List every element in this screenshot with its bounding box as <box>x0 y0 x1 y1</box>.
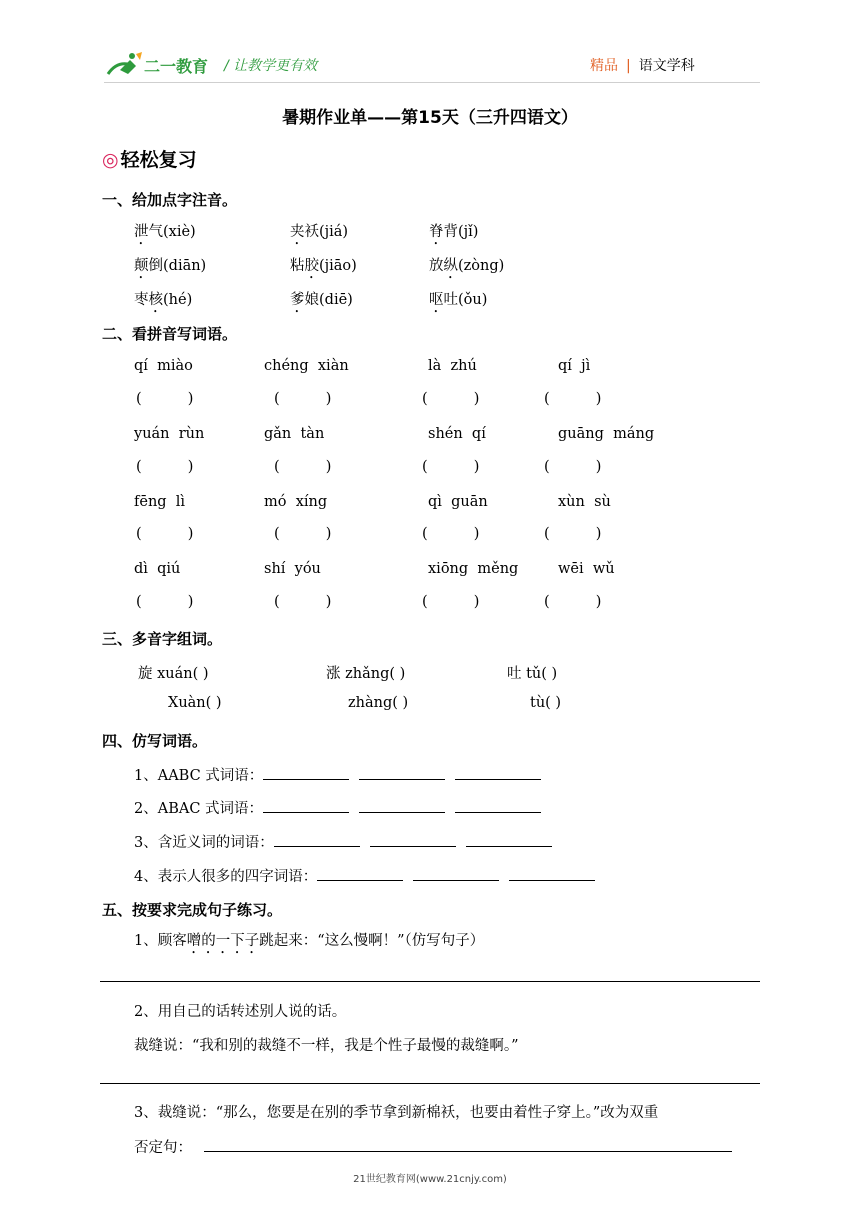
q1-item-post: 袄(jiá) <box>304 224 349 240</box>
q5-s1-dotted: 噌的一下子 <box>186 933 260 949</box>
q1-item-dotted: 泄 <box>134 224 149 240</box>
q1-item-dotted: 夹 <box>290 224 305 240</box>
q3-item-xuan: 旋 xuán( ) <box>138 666 209 682</box>
q2-answer-bracket[interactable]: ( ) <box>544 594 602 610</box>
q2-pinyin: shén qí <box>428 426 486 442</box>
q1-item-post: 倒(diān) <box>148 258 207 274</box>
section-title-text: 轻松复习 <box>120 149 197 171</box>
q1-item-post: 背(jǐ) <box>443 224 479 240</box>
q1-item <box>429 288 487 316</box>
q2-answer-bracket[interactable]: ( ) <box>136 391 194 407</box>
header-separator: | <box>626 58 631 74</box>
q1-item-post: 气(xiè) <box>148 224 196 240</box>
q1-item-pre: 放 <box>429 258 444 274</box>
q1-item <box>429 254 504 282</box>
answer-blank[interactable] <box>359 765 445 780</box>
q2-answer-bracket[interactable]: ( ) <box>422 526 480 542</box>
q3-item-zhang: 涨 zhǎng( ) <box>326 666 406 682</box>
q1-item-post: 娘(diē) <box>304 292 353 308</box>
q2-answer-bracket[interactable]: ( ) <box>136 459 194 475</box>
q2-answer-bracket[interactable]: ( ) <box>544 459 602 475</box>
premium-label: 精品 <box>590 58 618 74</box>
q2-answer-bracket[interactable]: ( ) <box>422 391 480 407</box>
answer-blank[interactable] <box>413 866 499 881</box>
q4-item-label: 2、ABAC 式词语： <box>134 801 264 817</box>
q2-pinyin: là zhú <box>428 358 477 374</box>
header-subject <box>590 55 695 75</box>
q1-item-post: (hé) <box>163 292 193 308</box>
q2-pinyin: mó xíng <box>264 494 328 510</box>
q2-pinyin: xiōng měng <box>428 561 519 577</box>
q4-item-4 <box>134 865 605 886</box>
q5-sentence-1 <box>134 929 484 957</box>
q2-pinyin: yuán rùn <box>134 426 205 442</box>
q2-pinyin: fēng lì <box>134 494 186 510</box>
q2-pinyin: dì qiú <box>134 561 181 577</box>
footer: 21世纪教育网(www.21cnjy.com) <box>353 1174 507 1185</box>
answer-line[interactable] <box>204 1151 732 1152</box>
q2-answer-bracket[interactable]: ( ) <box>136 526 194 542</box>
q5-sentence-2-prompt: 2、用自己的话转述别人说的话。 <box>134 1004 347 1020</box>
slogan: / 让教学更有效 <box>224 58 318 74</box>
q1-item <box>134 254 206 282</box>
answer-blank[interactable] <box>317 866 403 881</box>
q3-item-xuan2: Xuàn( ) <box>168 695 222 711</box>
answer-blank[interactable] <box>370 832 456 847</box>
answer-blank[interactable] <box>455 798 541 813</box>
q4-item-label: 1、AABC 式词语： <box>134 768 264 784</box>
q4-heading: 四、仿写词语。 <box>102 732 208 750</box>
answer-blank[interactable] <box>466 832 552 847</box>
q4-item-3 <box>134 831 562 852</box>
answer-blank[interactable] <box>263 798 349 813</box>
q2-pinyin: gǎn tàn <box>264 426 325 442</box>
q1-item-post: 吐(ǒu) <box>443 292 488 308</box>
q1-item-dotted: 核 <box>148 292 163 308</box>
q4-item-1 <box>134 764 551 785</box>
q1-item-dotted: 爹 <box>290 292 305 308</box>
q2-pinyin: wēi wǔ <box>558 561 615 577</box>
q1-item-post: (zòng) <box>458 258 505 274</box>
q2-answer-bracket[interactable]: ( ) <box>422 459 480 475</box>
q2-pinyin: qí jì <box>558 358 591 374</box>
answer-blank[interactable] <box>509 866 595 881</box>
q5-sentence-3-prompt: 3、裁缝说：“那么，您要是在别的季节拿到新棉袄，也要由着性子穿上。”改为双重 <box>134 1105 659 1121</box>
site-logo <box>106 50 226 80</box>
q3-item-zhang2: zhàng( ) <box>348 695 409 711</box>
answer-line[interactable] <box>100 1083 760 1084</box>
q1-heading: 一、给加点字注音。 <box>102 191 238 209</box>
q1-item-dotted: 颠 <box>134 258 149 274</box>
q3-item-tu: 吐 tǔ( ) <box>507 666 558 682</box>
q2-answer-bracket[interactable]: ( ) <box>136 594 194 610</box>
section-title <box>102 145 197 172</box>
q1-item-dotted: 胶 <box>304 258 319 274</box>
q1-item <box>429 220 478 248</box>
q2-pinyin: chéng xiàn <box>264 358 349 374</box>
q1-item-dotted: 呕 <box>429 292 444 308</box>
q2-pinyin: guāng máng <box>558 426 655 442</box>
answer-line[interactable] <box>100 981 760 982</box>
q2-pinyin: qì guān <box>428 494 488 510</box>
q2-heading: 二、看拼音写词语。 <box>102 325 238 343</box>
q2-answer-bracket[interactable]: ( ) <box>274 594 332 610</box>
q2-pinyin: qí miào <box>134 358 193 374</box>
q1-item-dotted: 纵 <box>443 258 458 274</box>
q5-heading: 五、按要求完成句子练习。 <box>102 901 283 919</box>
subject-label: 语文学科 <box>638 58 695 74</box>
q4-item-2 <box>134 797 551 818</box>
q5-s1-post: 跳起来：“这么慢啊！”（仿写句子） <box>259 933 485 949</box>
q1-item <box>134 288 192 316</box>
q2-answer-bracket[interactable]: ( ) <box>544 391 602 407</box>
q5-s1-pre: 1、顾客 <box>134 933 187 949</box>
q3-heading: 三、多音字组词。 <box>102 630 223 648</box>
q2-answer-bracket[interactable]: ( ) <box>274 391 332 407</box>
q1-item-post: (jiāo) <box>319 258 357 274</box>
q4-item-label: 4、表示人很多的四字词语： <box>134 869 318 885</box>
q1-item-dotted: 脊 <box>429 224 444 240</box>
q3-item-tu2: tù( ) <box>530 695 562 711</box>
q2-answer-bracket[interactable]: ( ) <box>274 526 332 542</box>
header-divider <box>104 82 760 83</box>
q2-answer-bracket[interactable]: ( ) <box>422 594 480 610</box>
q1-item <box>290 220 348 248</box>
q5-sentence-2-quote: 裁缝说：“我和别的裁缝不一样，我是个性子最慢的裁缝啊。” <box>134 1038 519 1054</box>
q1-item <box>134 220 196 248</box>
q1-item-pre: 枣 <box>134 292 149 308</box>
q4-item-label: 3、含近义词的词语： <box>134 835 274 851</box>
q1-item-pre: 粘 <box>290 258 305 274</box>
logo-text: 二一教育 <box>144 57 209 76</box>
q2-answer-bracket[interactable]: ( ) <box>274 459 332 475</box>
q2-pinyin: shí yóu <box>264 561 321 577</box>
q1-item <box>290 254 357 282</box>
page-title: 暑期作业单——第15天（三升四语文） <box>282 108 578 128</box>
q2-answer-bracket[interactable]: ( ) <box>544 526 602 542</box>
section-bullet-icon: ◎ <box>102 149 119 171</box>
answer-blank[interactable] <box>359 798 445 813</box>
q5-sentence-3-label: 否定句： <box>134 1140 192 1156</box>
q1-item <box>290 288 353 316</box>
answer-blank[interactable] <box>455 765 541 780</box>
q2-pinyin: xùn sù <box>558 494 611 510</box>
answer-blank[interactable] <box>263 765 349 780</box>
answer-blank[interactable] <box>274 832 360 847</box>
